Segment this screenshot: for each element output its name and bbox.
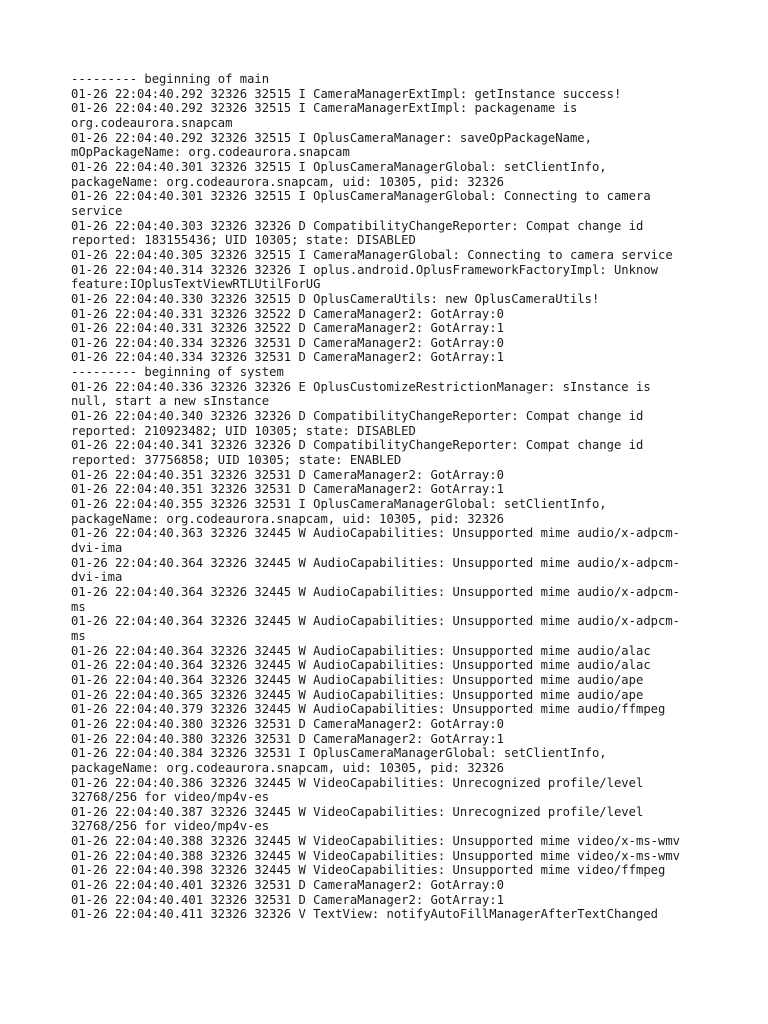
log-line: 01-26 22:04:40.351 32326 32531 D CameraManager2: GotArray:1 — [71, 482, 504, 497]
log-line: 01-26 22:04:40.331 32326 32522 D CameraManager2: GotArray:0 — [71, 306, 504, 321]
log-line: reported: 183155436; UID 10305; state: DISABLED — [71, 233, 416, 248]
log-line: 01-26 22:04:40.364 32326 32445 W AudioCapabilities: Unsupported mime audio/alac — [71, 643, 651, 658]
log-line: 01-26 22:04:40.336 32326 32326 E OplusCustomizeRestrictionManager: sInstance is — [71, 379, 651, 394]
log-line: 01-26 22:04:40.351 32326 32531 D CameraManager2: GotArray:0 — [71, 467, 504, 482]
log-line: 01-26 22:04:40.379 32326 32445 W AudioCapabilities: Unsupported mime audio/ffmpeg — [71, 702, 666, 717]
log-line: 01-26 22:04:40.384 32326 32531 I OplusCameraManagerGlobal: setClientInfo, — [71, 746, 607, 761]
log-line: dvi-ima — [71, 570, 123, 585]
log-line: 01-26 22:04:40.364 32326 32445 W AudioCapabilities: Unsupported mime audio/x-adpcm- — [71, 584, 681, 599]
log-line: 01-26 22:04:40.365 32326 32445 W AudioCapabilities: Unsupported mime audio/ape — [71, 687, 644, 702]
log-line: org.codeaurora.snapcam — [71, 115, 233, 130]
log-line: 01-26 22:04:40.331 32326 32522 D CameraManager2: GotArray:1 — [71, 321, 504, 336]
log-line: 01-26 22:04:40.364 32326 32445 W AudioCapabilities: Unsupported mime audio/x-adpcm- — [71, 614, 681, 629]
log-document — [71, 72, 711, 922]
log-line: 01-26 22:04:40.314 32326 32326 I oplus.android.OplusFrameworkFactoryImpl: Unknow — [71, 262, 658, 277]
log-line: 01-26 22:04:40.292 32326 32515 I CameraManagerExtImpl: packagename is — [71, 101, 578, 116]
log-line: packageName: org.codeaurora.snapcam, uid: 10305, pid: 32326 — [71, 511, 504, 526]
log-line: 01-26 22:04:40.401 32326 32531 D CameraManager2: GotArray:1 — [71, 892, 504, 907]
log-line: 01-26 22:04:40.364 32326 32445 W AudioCapabilities: Unsupported mime audio/ape — [71, 672, 644, 687]
log-line: packageName: org.codeaurora.snapcam, uid: 10305, pid: 32326 — [71, 174, 504, 189]
log-line: reported: 37756858; UID 10305; state: ENABLED — [71, 453, 402, 468]
log-line: --------- beginning of system — [71, 365, 284, 380]
log-line: 01-26 22:04:40.303 32326 32326 D CompatibilityChangeReporter: Compat change id — [71, 218, 644, 233]
log-line: 01-26 22:04:40.380 32326 32531 D CameraManager2: GotArray:0 — [71, 716, 504, 731]
log-line: 01-26 22:04:40.330 32326 32515 D OplusCameraUtils: new OplusCameraUtils! — [71, 291, 600, 306]
log-lines — [71, 72, 711, 922]
log-line: 32768/256 for video/mp4v-es — [71, 790, 270, 805]
log-line: ms — [71, 628, 86, 643]
log-line: 01-26 22:04:40.387 32326 32445 W VideoCapabilities: Unrecognized profile/level — [71, 804, 644, 819]
log-line: 01-26 22:04:40.380 32326 32531 D CameraManager2: GotArray:1 — [71, 731, 504, 746]
log-line: null, start a new sInstance — [71, 394, 270, 409]
log-line: 01-26 22:04:40.388 32326 32445 W VideoCapabilities: Unsupported mime video/x-ms-wmv — [71, 834, 681, 849]
log-line: 01-26 22:04:40.355 32326 32531 I OplusCameraManagerGlobal: setClientInfo, — [71, 497, 607, 512]
log-line: 01-26 22:04:40.340 32326 32326 D CompatibilityChangeReporter: Compat change id — [71, 409, 644, 424]
log-line: 01-26 22:04:40.292 32326 32515 I OplusCameraManager: saveOpPackageName, — [71, 130, 592, 145]
log-line: 01-26 22:04:40.401 32326 32531 D CameraManager2: GotArray:0 — [71, 878, 504, 893]
log-line: feature:IOplusTextViewRTLUtilForUG — [71, 277, 321, 292]
log-line: 32768/256 for video/mp4v-es — [71, 819, 270, 834]
log-line: --------- beginning of main — [71, 72, 270, 86]
log-line: 01-26 22:04:40.398 32326 32445 W VideoCapabilities: Unsupported mime video/ffmpeg — [71, 863, 666, 878]
log-line: 01-26 22:04:40.363 32326 32445 W AudioCapabilities: Unsupported mime audio/x-adpcm- — [71, 526, 681, 541]
log-line: ms — [71, 599, 86, 614]
log-line: 01-26 22:04:40.411 32326 32326 V TextView: notifyAutoFillManagerAfterTextChanged — [71, 907, 658, 922]
log-line: service — [71, 203, 123, 218]
log-line: packageName: org.codeaurora.snapcam, uid: 10305, pid: 32326 — [71, 760, 504, 775]
log-line: 01-26 22:04:40.341 32326 32326 D CompatibilityChangeReporter: Compat change id — [71, 438, 644, 453]
log-line: mOpPackageName: org.codeaurora.snapcam — [71, 145, 350, 160]
log-line: 01-26 22:04:40.364 32326 32445 W AudioCapabilities: Unsupported mime audio/alac — [71, 658, 651, 673]
log-line: 01-26 22:04:40.305 32326 32515 I CameraManagerGlobal: Connecting to camera service — [71, 247, 673, 262]
log-line: 01-26 22:04:40.334 32326 32531 D CameraManager2: GotArray:1 — [71, 350, 504, 365]
log-line: reported: 210923482; UID 10305; state: DISABLED — [71, 423, 416, 438]
log-line: dvi-ima — [71, 541, 123, 555]
log-line: 01-26 22:04:40.388 32326 32445 W VideoCapabilities: Unsupported mime video/x-ms-wmv — [71, 848, 681, 863]
log-line: 01-26 22:04:40.334 32326 32531 D CameraManager2: GotArray:0 — [71, 335, 504, 350]
log-line: 01-26 22:04:40.364 32326 32445 W AudioCapabilities: Unsupported mime audio/x-adpcm- — [71, 555, 681, 570]
log-line: 01-26 22:04:40.386 32326 32445 W VideoCapabilities: Unrecognized profile/level — [71, 775, 644, 790]
log-line: 01-26 22:04:40.301 32326 32515 I OplusCameraManagerGlobal: Connecting to camera — [71, 189, 651, 204]
log-line: 01-26 22:04:40.292 32326 32515 I CameraManagerExtImpl: getInstance success! — [71, 86, 622, 101]
log-line: 01-26 22:04:40.301 32326 32515 I OplusCameraManagerGlobal: setClientInfo, — [71, 159, 607, 174]
